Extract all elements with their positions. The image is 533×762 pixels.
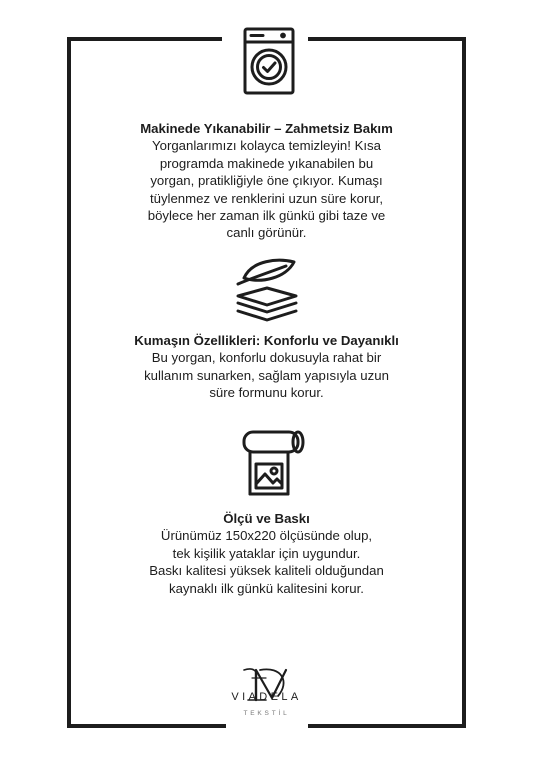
brand-name: VIADELA — [231, 691, 302, 703]
section-fabric — [80, 332, 453, 402]
body-line: kaynaklı ilk günkü kalitesini korur. — [169, 580, 364, 596]
body-line: Baskı kalitesi yüksek kaliteli olduğundan — [149, 563, 384, 579]
body-line: programda makinede yıkanabilen bu — [159, 155, 374, 171]
body-line: yorgan, pratikliğiyle öne çıkıyor. Kumaşı — [150, 173, 383, 189]
body-line: Ürünümüz 150x220 ölçüsünde olup, — [160, 528, 373, 544]
body-line: kullanım sunarken, sağlam yapısıyla uzun — [144, 367, 389, 383]
brand-subtitle: TEKSTİL — [243, 710, 290, 717]
section-washable — [80, 120, 453, 242]
print-roll-image-icon — [236, 428, 306, 498]
body-line: tek kişilik yataklar için uygundur. — [172, 545, 361, 561]
section-title: Kumaşın Özellikleri: Konforlu ve Dayanıklı — [134, 333, 399, 348]
section-size-print — [80, 510, 453, 597]
body-line: Yorganlarımızı kolayca temizleyin! Kısa — [152, 138, 381, 154]
body-line: tüylenmez ve renklerini uzun süre korur, — [149, 190, 384, 206]
section-title: Makinede Yıkanabilir – Zahmetsiz Bakım — [140, 121, 393, 136]
body-line: böylece her zaman ilk günkü gibi taze ve — [147, 208, 386, 224]
feather-fabric-layers-icon — [230, 256, 304, 326]
washing-machine-check-icon — [242, 26, 296, 96]
section-title: Ölçü ve Baskı — [223, 511, 310, 526]
body-line: süre formunu korur. — [209, 385, 324, 401]
body-line: Bu yorgan, konforlu dokusuyla rahat bir — [151, 350, 382, 366]
body-line: canlı görünür. — [226, 225, 307, 241]
